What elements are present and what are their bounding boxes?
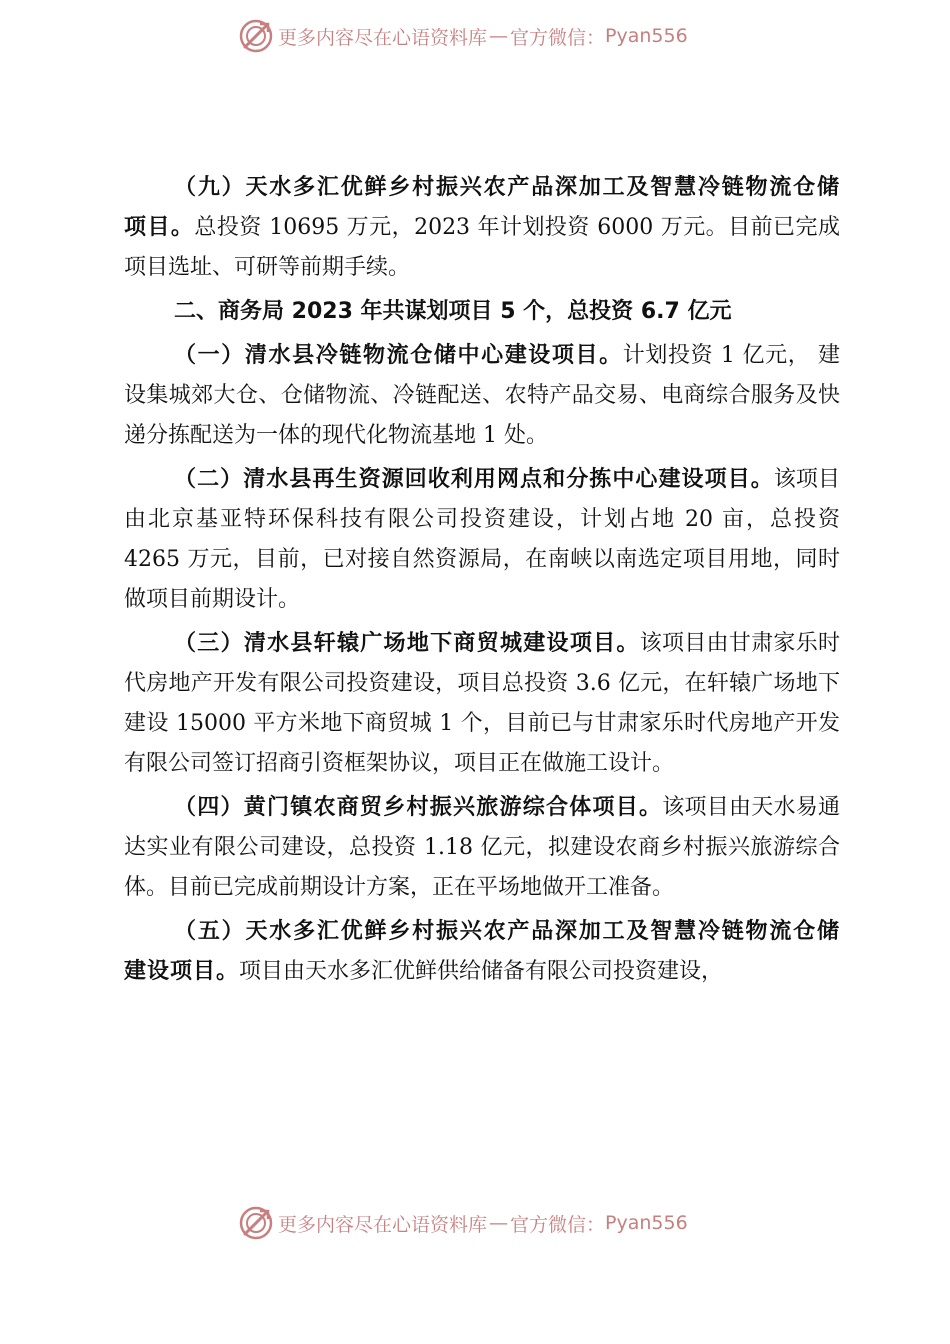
- paragraph-9: [124, 168, 840, 288]
- paragraph-3: [124, 624, 840, 784]
- watermark-wechat-id: Pyan556: [605, 1212, 688, 1234]
- watermark-separator: —: [489, 1212, 509, 1234]
- paragraph-body: 总投资 10695 万元，2023 年计划投资 6000 万元。目前已完成项目选址、可研等前期手续。: [124, 215, 840, 280]
- watermark-text: 更多内容尽在心语资料库: [278, 26, 488, 49]
- paragraph-title: （一）清水县冷链物流仓储中心建设项目。: [174, 343, 623, 368]
- paragraph-title: （九）天水多汇优鲜乡村振兴农产品深加工及智慧冷链物流仓储项目。: [124, 175, 840, 240]
- watermark-official-label: 官方微信：: [510, 26, 606, 49]
- paragraph-body: 该项目由北京基亚特环保科技有限公司投资建设，计划占地 20 亩，总投资 4265 万元，目前，已对接自然资源局，在南峡以南选定项目用地，同时做项目前期设计。: [124, 467, 840, 612]
- watermark-header: [238, 16, 688, 56]
- paragraph-body: 项目由天水多汇优鲜供给储备有限公司投资建设，: [239, 959, 724, 984]
- watermark-footer: [238, 1203, 688, 1243]
- paragraph-body: 该项目由甘肃家乐时代房地产开发有限公司投资建设，项目总投资 3.6 亿元，在轩辕广场地下建设 15000 平方米地下商贸城 1 个，目前已与甘肃家乐时代房地产开发有限公司签订招商引资框架协议，项目正在做施工设计。: [124, 631, 840, 776]
- section-heading-commerce-bureau: 二、商务局 2023 年共谋划项目 5 个，总投资 6.7 亿元: [174, 299, 732, 324]
- paragraph-title: （三）清水县轩辕广场地下商贸城建设项目。: [174, 631, 640, 656]
- watermark-official-label: 官方微信：: [510, 1213, 606, 1236]
- watermark-text: 更多内容尽在心语资料库: [278, 1213, 488, 1236]
- paragraph-5: [124, 912, 840, 992]
- watermark-logo-icon: [238, 1205, 274, 1241]
- paragraph-4: [124, 788, 840, 908]
- document-body: [124, 168, 840, 992]
- paragraph-title: （五）天水多汇优鲜乡村振兴农产品深加工及智慧冷链物流仓储建设项目。: [124, 919, 840, 984]
- paragraph-body: 该项目由天水易通达实业有限公司建设，总投资 1.18 亿元，拟建设农商乡村振兴旅游综合体。目前已完成前期设计方案，正在平场地做开工准备。: [124, 795, 840, 900]
- paragraph-2: [124, 460, 840, 620]
- paragraph-body: 计划投资 1 亿元， 建设集城郊大仓、仓储物流、冷链配送、农特产品交易、电商综合服务及快递分拣配送为一体的现代化物流基地 1 处。: [124, 343, 840, 448]
- watermark-separator: —: [489, 25, 509, 47]
- watermark-wechat-id: Pyan556: [605, 25, 688, 47]
- paragraph-title: （四）黄门镇农商贸乡村振兴旅游综合体项目。: [174, 795, 663, 820]
- paragraph-1: [124, 336, 840, 456]
- paragraph-title: （二）清水县再生资源回收利用网点和分拣中心建设项目。: [174, 467, 774, 492]
- watermark-logo-icon: [238, 18, 274, 54]
